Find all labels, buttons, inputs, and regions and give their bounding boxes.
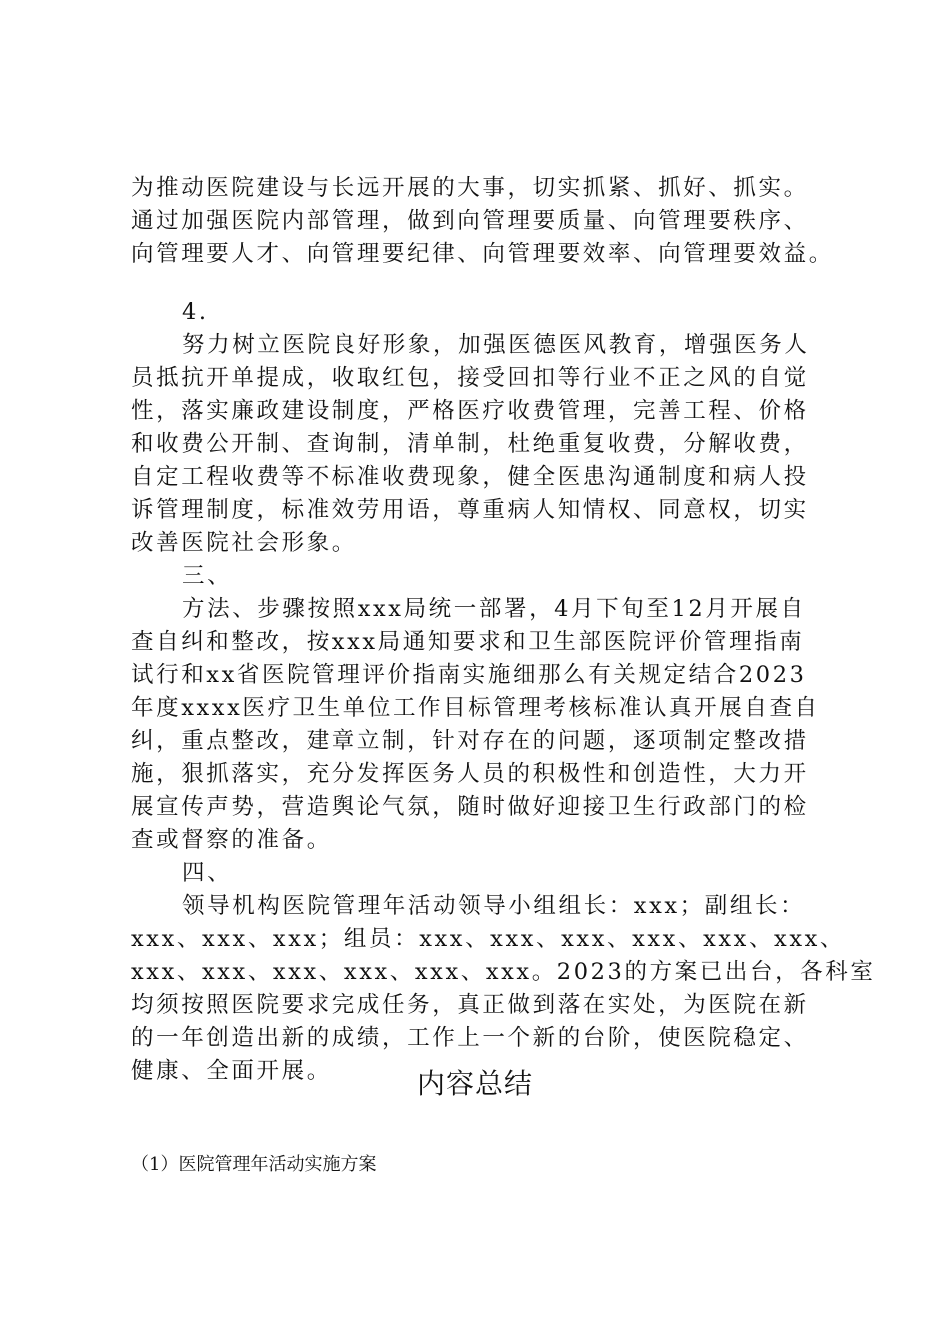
text-line: 为推动医院建设与长远开展的大事，切实抓紧、抓好、抓实。 bbox=[131, 175, 809, 201]
text-line: 努力树立医院良好形象，加强医德医风教育，增强医务人 bbox=[182, 332, 810, 358]
text-line: 健康、全面开展。 bbox=[131, 1058, 332, 1084]
text-line: xxx、xxx、xxx、xxx、xxx、xxx。2023的方案已出台，各科室 bbox=[131, 959, 876, 985]
text-line: 展宣传声势，营造舆论气氛，随时做好迎接卫生行政部门的检 bbox=[131, 794, 809, 820]
text-line: 试行和xx省医院管理评价指南实施细那么有关规定结合2023 bbox=[131, 662, 807, 688]
text-line: xxx、xxx、xxx；组员：xxx、xxx、xxx、xxx、xxx、xxx、 bbox=[131, 926, 846, 952]
text-line: 的一年创造出新的成绩，工作上一个新的台阶，使医院稳定、 bbox=[131, 1025, 809, 1051]
text-line: 自定工程收费等不标准收费现象，健全医患沟通制度和病人投 bbox=[131, 464, 809, 490]
text-line: 诉管理制度，标准效劳用语，尊重病人知情权、同意权，切实 bbox=[131, 497, 809, 523]
intro-paragraph bbox=[131, 172, 834, 271]
text-line: 性，落实廉政建设制度，严格医疗收费管理，完善工程、价格 bbox=[131, 398, 809, 424]
text-line: 员抵抗开单提成，收取红包，接受回扣等行业不正之风的自觉 bbox=[131, 365, 809, 391]
summary-item: （1）医院管理年活动实施方案 bbox=[131, 1154, 377, 1175]
text-line: 改善医院社会形象。 bbox=[131, 530, 357, 556]
section-number-4b: 四、 bbox=[182, 860, 233, 886]
text-line: 和收费公开制、查询制，清单制，杜绝重复收费，分解收费， bbox=[131, 431, 809, 457]
section-number-3: 三、 bbox=[182, 563, 233, 589]
text-line: 均须按照医院要求完成任务，真正做到落在实处，为医院在新 bbox=[131, 992, 809, 1018]
text-line: 向管理要人才、向管理要纪律、向管理要效率、向管理要效益。 bbox=[131, 241, 834, 267]
text-line: 纠，重点整改，建章立制，针对存在的问题，逐项制定整改措 bbox=[131, 728, 809, 754]
text-line: 查自纠和整改，按xxx局通知要求和卫生部医院评价管理指南 bbox=[131, 629, 805, 655]
text-line: 方法、步骤按照xxx局统一部署，4月下旬至12月开展自 bbox=[182, 596, 806, 622]
text-line: 通过加强医院内部管理，做到向管理要质量、向管理要秩序、 bbox=[131, 208, 809, 234]
section-number-4: 4. bbox=[182, 299, 209, 325]
text-line: 年度xxxx医疗卫生单位工作目标管理考核标准认真开展自查自 bbox=[131, 695, 820, 721]
main-sections bbox=[131, 296, 876, 1088]
summary-title: 内容总结 bbox=[416, 1067, 533, 1100]
text-line: 领导机构医院管理年活动领导小组组长：xxx；副组长： bbox=[182, 893, 806, 919]
text-line: 查或督察的准备。 bbox=[131, 827, 332, 853]
text-line: 施，狠抓落实，充分发挥医务人员的积极性和创造性，大力开 bbox=[131, 761, 809, 787]
